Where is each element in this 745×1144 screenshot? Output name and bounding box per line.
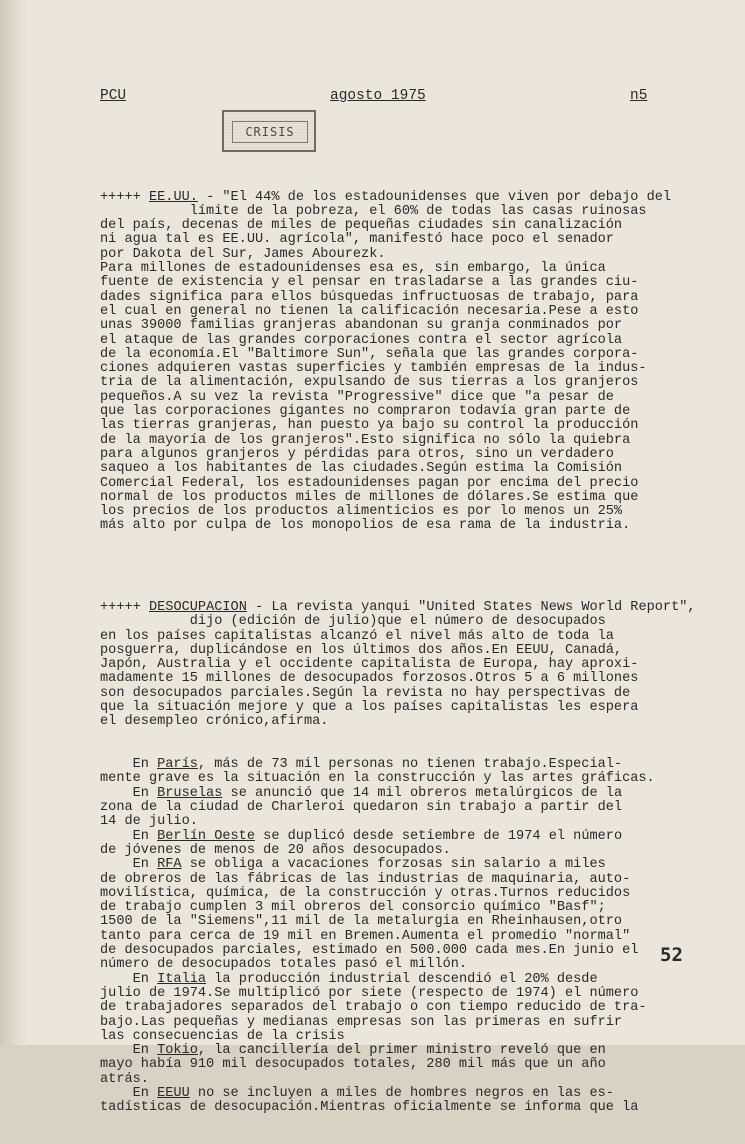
paragraph-text: no se incluyen a miles de hombres negros en las es- xyxy=(189,1086,614,1101)
paragraph-text: 1500 de la "Siemens",11 mil de la metalurgia en Rheinhausen,otro xyxy=(100,914,623,930)
desocupacion-heading: DESOCUPACION xyxy=(148,599,247,615)
header-issue-number: n5 xyxy=(630,88,648,104)
paragraph-text: las consecuencias de la crisis xyxy=(100,1028,345,1044)
paragraph-text: , más de 73 mil personas no tienen trabajo.Especial- xyxy=(197,757,623,773)
article-body xyxy=(100,162,705,1144)
eeuu-line xyxy=(100,348,705,362)
desocupacion-line xyxy=(100,601,705,615)
page-header xyxy=(100,88,655,108)
paragraph-text: número de desocupados totales pasó el millón. xyxy=(100,957,468,973)
paragraph-line xyxy=(100,1101,705,1115)
eeuu-line xyxy=(100,405,705,419)
desocupacion-text: que la situación mejore y que a los países capitalistas les espera xyxy=(100,699,639,715)
section-desocupacion xyxy=(100,601,705,730)
place-name: EEUU xyxy=(157,1086,190,1101)
paragraph-line xyxy=(100,1016,705,1030)
paragraph-text: atrás. xyxy=(100,1071,149,1087)
eeuu-text: unas 39000 familias granjeras abandonan su granja conminados por xyxy=(100,318,623,334)
place-name: París xyxy=(157,757,198,773)
eeuu-line xyxy=(100,391,705,405)
paragraph-lead: En xyxy=(100,828,158,844)
eeuu-text: límite de la pobreza, el 60% de todas las casas ruinosas xyxy=(100,203,647,219)
desocupacion-marker: +++++ xyxy=(100,599,141,615)
eeuu-text: tria de la alimentación, expulsando de sus tierras a los granjeros xyxy=(100,375,639,391)
eeuu-text: el ataque de las grandes corporaciones contra el sector agrícola xyxy=(100,332,623,348)
page-number: 52 xyxy=(660,944,683,966)
eeuu-line xyxy=(100,248,705,262)
paragraph-text: mente grave es la situación en la construcción y las artes gráficas. xyxy=(100,771,655,787)
crisis-stamp-label: CRISIS xyxy=(232,121,308,143)
desocupacion-line xyxy=(100,658,705,672)
paragraph-text: movilística, química, de la construcción y otras.Turnos reducidos xyxy=(100,885,631,901)
desocupacion-line xyxy=(100,630,705,644)
place-name: RFA xyxy=(157,857,182,873)
eeuu-line xyxy=(100,305,705,319)
paragraph-text: tadísticas de desocupación.Mientras oficialmente se informa que la xyxy=(100,1100,639,1116)
eeuu-text: ciones adquieren vastas superficies y también empresas de la indus- xyxy=(100,361,647,377)
eeuu-text: saqueo a los habitantes de las ciudades.Según estima la Comisión xyxy=(100,461,623,477)
eeuu-text: más alto por culpa de los monopolios de esa rama de la industria. xyxy=(100,518,631,534)
paragraph-text: de trabajadores separados del trabajo o con tiempo reducido de tra- xyxy=(100,1000,647,1016)
desocupacion-text: el desempleo crónico,afirma. xyxy=(100,714,329,730)
paragraph-line xyxy=(100,1044,705,1058)
paragraph-line xyxy=(100,844,705,858)
paragraph-lead: En xyxy=(100,971,158,987)
eeuu-text: las tierras granjeras, han puesto ya bajo su control la producción xyxy=(100,418,639,434)
paragraph-text: , la cancillería del primer ministro reveló que en xyxy=(197,1043,606,1059)
eeuu-line xyxy=(100,319,705,333)
desocupacion-line xyxy=(100,701,705,715)
eeuu-text: dades significa para ellos búsquedas infructuosas de trabajo, para xyxy=(100,289,639,305)
eeuu-line xyxy=(100,362,705,376)
desocupacion-text: posguerra, duplicándose en los últimos dos años.En EEUU, Canadá, xyxy=(100,642,623,658)
paragraph-text: de desocupados parciales, estimado en 500.000 cada mes.En junio el xyxy=(100,943,639,959)
eeuu-line xyxy=(100,376,705,390)
crisis-stamp xyxy=(222,110,316,152)
paragraph-text: zona de la ciudad de Charleroi quedaron sin trabajo a partir del xyxy=(100,800,623,816)
paragraph-line xyxy=(100,772,705,786)
eeuu-text: el cual en general no tienen la calificación necesaria.Pese a esto xyxy=(100,303,639,319)
paragraph-line xyxy=(100,858,705,872)
eeuu-line xyxy=(100,219,705,233)
desocupacion-text: en los países capitalistas alcanzó el nivel más alto de toda la xyxy=(100,628,614,644)
eeuu-text: los precios de los productos alimenticios es por lo menos un 25% xyxy=(100,504,623,520)
eeuu-line xyxy=(100,505,705,519)
paragraph-text: de jóvenes de menos de 20 años desocupados. xyxy=(100,842,451,858)
paragraph-text: de trabajo cumplen 3 mil obreros del consorcio químico "Basf"; xyxy=(100,900,606,916)
eeuu-text: por Dakota del Sur, James Abourezk. xyxy=(100,246,386,262)
paragraph-line xyxy=(100,758,705,772)
eeuu-text: de la economía.El "Baltimore Sun", señala que las grandes corpora- xyxy=(100,346,639,362)
eeuu-text: fuente de existencia y el pensar en trasladarse a las grandes ciu- xyxy=(100,275,639,291)
eeuu-text: que las corporaciones gigantes no compraron todavía gran parte de xyxy=(100,404,631,420)
desocupacion-line xyxy=(100,672,705,686)
paragraph-line xyxy=(100,873,705,887)
city-paragraphs xyxy=(100,758,705,1115)
eeuu-text: pequeños.A su vez la revista "Progressive" dice que "a pesar de xyxy=(100,389,614,405)
eeuu-line xyxy=(100,519,705,533)
paragraph-line xyxy=(100,958,705,972)
paragraph-line xyxy=(100,901,705,915)
place-name: Berlín Oeste xyxy=(157,828,256,844)
paragraph-text: la producción industrial descendió el 20% desde xyxy=(206,971,598,987)
eeuu-line xyxy=(100,462,705,476)
paragraph-line xyxy=(100,1058,705,1072)
desocupacion-text: Japón, Australia y el occidente capitalista de Europa, hay aproxi- xyxy=(100,657,639,673)
paragraph-line xyxy=(100,830,705,844)
paragraph-lead: En xyxy=(100,857,158,873)
paragraph-text: se duplicó desde setiembre de 1974 el número xyxy=(255,828,623,844)
paragraph-lead: En xyxy=(100,1043,158,1059)
paragraph-text: bajo.Las pequeñas y medianas empresas son las primeras en sufrir xyxy=(100,1014,623,1030)
paragraph-line xyxy=(100,1073,705,1087)
eeuu-heading: EE.UU. xyxy=(148,189,198,205)
desocupacion-line xyxy=(100,715,705,729)
paragraph-text: se anunció que 14 mil obreros metalúrgicos de la xyxy=(222,785,623,801)
desocupacion-line xyxy=(100,687,705,701)
eeuu-text: para algunos granjeros y pérdidas para otros, sino un verdadero xyxy=(100,446,614,462)
paragraph-text: mayo había 910 mil desocupados totales, 280 mil más que un año xyxy=(100,1057,606,1073)
desocupacion-text: - La revista yanqui "United States News World Report", xyxy=(246,599,696,615)
paragraph-line xyxy=(100,815,705,829)
eeuu-line xyxy=(100,233,705,247)
eeuu-text: - "El 44% de los estadounidenses que viven por debajo del xyxy=(197,189,672,205)
paragraph-line xyxy=(100,887,705,901)
eeuu-line xyxy=(100,491,705,505)
paragraph-lead: En xyxy=(100,785,158,801)
eeuu-text: Comercial Federal, los estadounidenses pagan por encima del precio xyxy=(100,475,639,491)
paragraph-text: 14 de julio. xyxy=(100,814,198,830)
place-name: Bruselas xyxy=(157,785,223,801)
paragraph-lead: En xyxy=(100,1086,158,1101)
page-fold-shadow xyxy=(0,0,28,1045)
paragraph-text: tanto para cerca de 19 mil en Bremen.Aumenta el promedio "normal" xyxy=(100,928,631,944)
eeuu-line xyxy=(100,477,705,491)
paragraph-line xyxy=(100,787,705,801)
desocupacion-line xyxy=(100,644,705,658)
eeuu-line xyxy=(100,262,705,276)
eeuu-text: del país, decenas de miles de pequeñas ciudades sin canalización xyxy=(100,218,623,234)
eeuu-line xyxy=(100,419,705,433)
desocupacion-text: son desocupados parciales.Según la revista no hay perspectivas de xyxy=(100,685,631,701)
eeuu-line xyxy=(100,334,705,348)
eeuu-line xyxy=(100,448,705,462)
eeuu-line xyxy=(100,191,705,205)
eeuu-line xyxy=(100,276,705,290)
desocupacion-text: dijo (edición de julio)que el número de desocupados xyxy=(100,614,606,630)
header-date: agosto 1975 xyxy=(330,88,426,104)
paragraph-line xyxy=(100,1087,705,1101)
eeuu-text: Para millones de estadounidenses esa es, sin embargo, la única xyxy=(100,261,606,277)
eeuu-text: ni agua tal es EE.UU. agrícola", manifestó hace poco el senador xyxy=(100,232,614,248)
eeuu-text: de la mayoría de los granjeros".Esto significa no sólo la quiebra xyxy=(100,432,631,448)
eeuu-line xyxy=(100,434,705,448)
place-name: Tokio xyxy=(157,1043,198,1059)
eeuu-text: normal de los productos miles de millones de dólares.Se estima que xyxy=(100,489,639,505)
paragraph-line xyxy=(100,1001,705,1015)
paragraph-line xyxy=(100,944,705,958)
paragraph-line xyxy=(100,801,705,815)
paragraph-line xyxy=(100,930,705,944)
desocupacion-line xyxy=(100,615,705,629)
eeuu-line xyxy=(100,291,705,305)
paragraph-lead: En xyxy=(100,757,158,773)
header-publication: PCU xyxy=(100,88,127,104)
paragraph-line xyxy=(100,987,705,1001)
paragraph-text: se obliga a vacaciones forzosas sin salario a miles xyxy=(181,857,606,873)
paragraph-text: julio de 1974.Se multiplicó por siete (respecto de 1974) el número xyxy=(100,985,639,1001)
section-eeuu xyxy=(100,191,705,534)
desocupacion-text: madamente 15 millones de desocupados forzosos.Otros 5 a 6 millones xyxy=(100,671,639,687)
paragraph-text: de obreros de las fábricas de las industrias de maquinaria, auto- xyxy=(100,871,631,887)
paragraph-line xyxy=(100,1030,705,1044)
place-name: Italia xyxy=(157,971,207,987)
eeuu-marker: +++++ xyxy=(100,189,141,205)
paragraph-line xyxy=(100,915,705,929)
paragraph-line xyxy=(100,973,705,987)
eeuu-line xyxy=(100,205,705,219)
